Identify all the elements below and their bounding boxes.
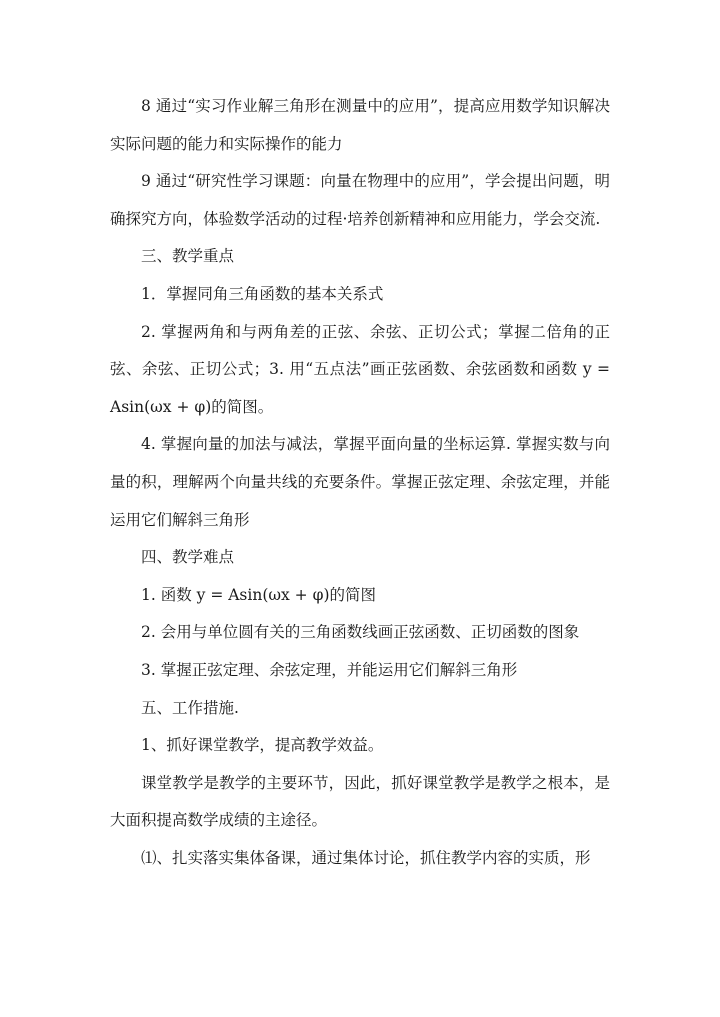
key-point-2-3: 2. 掌握两角和与两角差的正弦、余弦、正切公式；掌握二倍角的正弦、余弦、正切公式；3. 用“五点法”画正弦函数、余弦函数和函数 y = Asin(ωx + φ)的简图。 — [110, 322, 610, 416]
difficulty-3: 3. 掌握正弦定理、余弦定理，并能运用它们解斜三角形 — [141, 660, 518, 679]
document-body — [110, 88, 610, 877]
paragraph-goal-9: 9 通过“研究性学习课题：向量在物理中的应用”，学会提出问题，明确探究方向，体验数学活动的过程·培养创新精神和应用能力，学会交流. — [110, 172, 610, 228]
section-heading-measures: 五、工作措施. — [141, 698, 239, 717]
measure-1-sub-1: ⑴、扎实落实集体备课，通过集体讨论，抓住教学内容的实质，形 — [141, 848, 591, 867]
measure-1: 1、抓好课堂教学，提高教学效益。 — [141, 736, 384, 755]
section-heading-key-points: 三、教学重点 — [141, 247, 235, 266]
paragraph-goal-8: 8 通过“实习作业解三角形在测量中的应用”，提高应用数学知识解决实际问题的能力和实际操作的能力 — [110, 97, 610, 153]
key-point-1: 1．掌握同角三角函数的基本关系式 — [141, 284, 384, 303]
key-point-4: 4. 掌握向量的加法与减法，掌握平面向量的坐标运算. 掌握实数与向量的积，理解两个向量共线的充要条件。掌握正弦定理、余弦定理，并能运用它们解斜三角形 — [110, 435, 610, 529]
difficulty-1: 1. 函数 y = Asin(ωx + φ)的简图 — [141, 585, 376, 604]
measure-1-body: 课堂教学是教学的主要环节，因此，抓好课堂教学是教学之根本，是大面积提高数学成绩的主途径。 — [110, 773, 610, 830]
difficulty-2: 2. 会用与单位圆有关的三角函数线画正弦函数、正切函数的图象 — [141, 623, 580, 642]
section-heading-difficulties: 四、教学难点 — [141, 548, 235, 567]
